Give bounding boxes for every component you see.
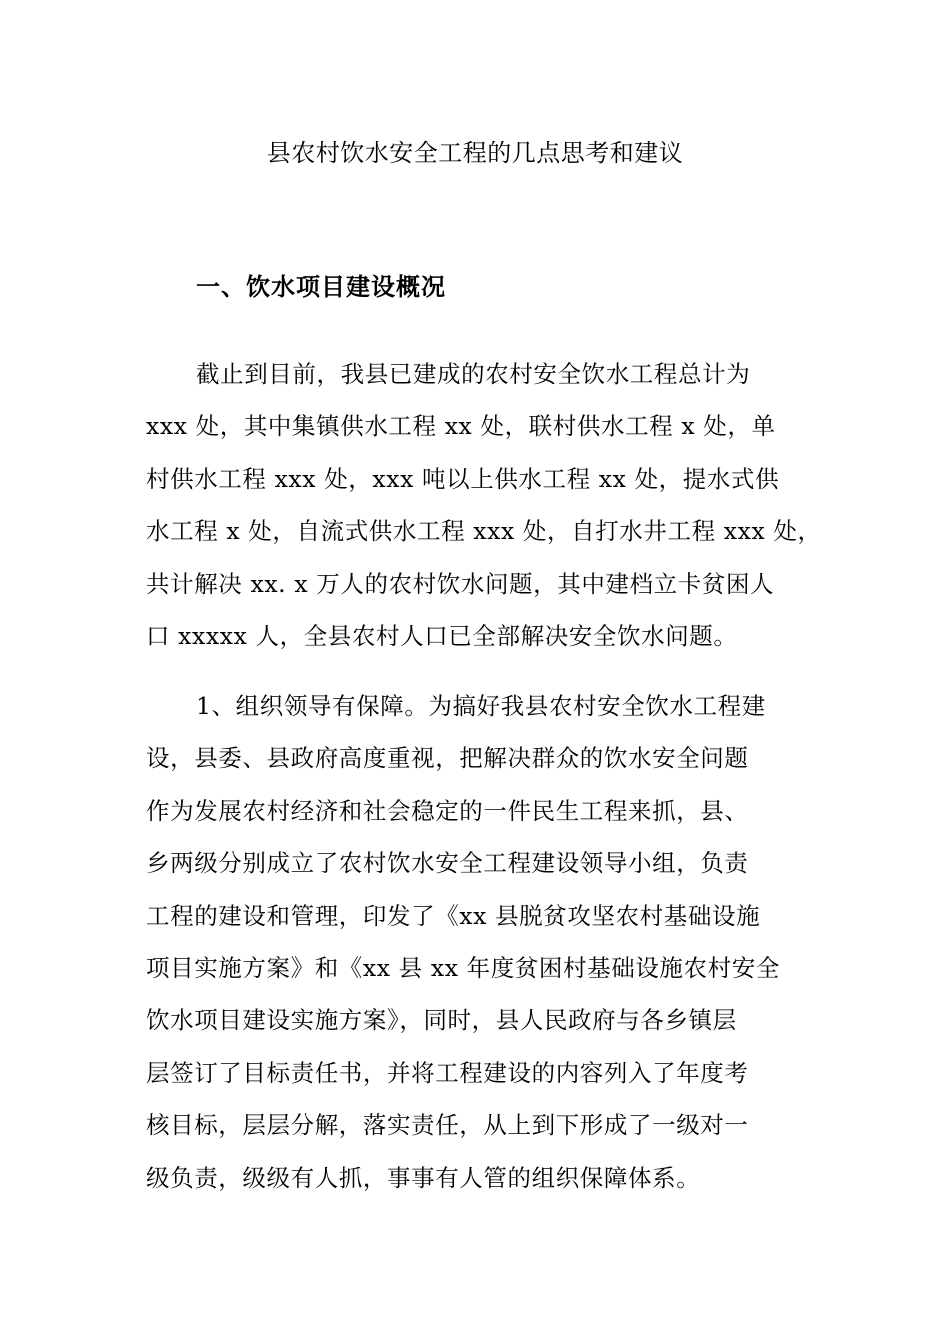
paragraph-overview <box>146 348 822 662</box>
paragraph-line: 村供水工程 xxx 处，xxx 吨以上供水工程 xx 处，提水式供 <box>146 464 780 493</box>
paragraph-line: 核目标，层层分解，落实责任，从上到下形成了一级对一 <box>146 1111 749 1140</box>
paragraph-line: 层签订了目标责任书，并将工程建设的内容列入了年度考 <box>146 1058 749 1087</box>
paragraph-line: 作为发展农村经济和社会稳定的一件民生工程来抓，县、 <box>146 796 749 825</box>
paragraph-line: 水工程 x 处，自流式供水工程 xxx 处，自打水井工程 xxx 处， <box>146 517 822 546</box>
paragraph-line: xxx 处，其中集镇供水工程 xx 处，联村供水工程 x 处，单 <box>146 412 776 441</box>
paragraph-line: 设，县委、县政府高度重视，把解决群众的饮水安全问题 <box>146 744 749 773</box>
paragraph-line: 项目实施方案》和《xx 县 xx 年度贫困村基础设施农村安全 <box>146 953 780 982</box>
paragraph-line: 1、组织领导有保障。为搞好我县农村安全饮水工程建 <box>196 692 766 720</box>
paragraph-line: 截止到目前，我县已建成的农村安全饮水工程总计为 <box>196 360 751 388</box>
paragraph-organization <box>146 680 811 1204</box>
paragraph-line: 级负责，级级有人抓，事事有人管的组织保障体系。 <box>146 1163 701 1192</box>
paragraph-line: 工程的建设和管理，印发了《xx 县脱贫攻坚农村基础设施 <box>146 901 761 930</box>
paragraph-line: 乡两级分别成立了农村饮水安全工程建设领导小组，负责 <box>146 849 749 878</box>
paragraph-line: 口 xxxxx 人，全县农村人口已全部解决安全饮水问题。 <box>146 621 738 650</box>
paragraph-line: 共计解决 xx. x 万人的农村饮水问题，其中建档立卡贫困人 <box>146 569 775 598</box>
document-title: 县农村饮水安全工程的几点思考和建议 <box>266 139 684 167</box>
paragraph-line: 饮水项目建设实施方案》，同时，县人民政府与各乡镇层 <box>146 1006 737 1035</box>
section-heading: 一、饮水项目建设概况 <box>196 272 446 301</box>
